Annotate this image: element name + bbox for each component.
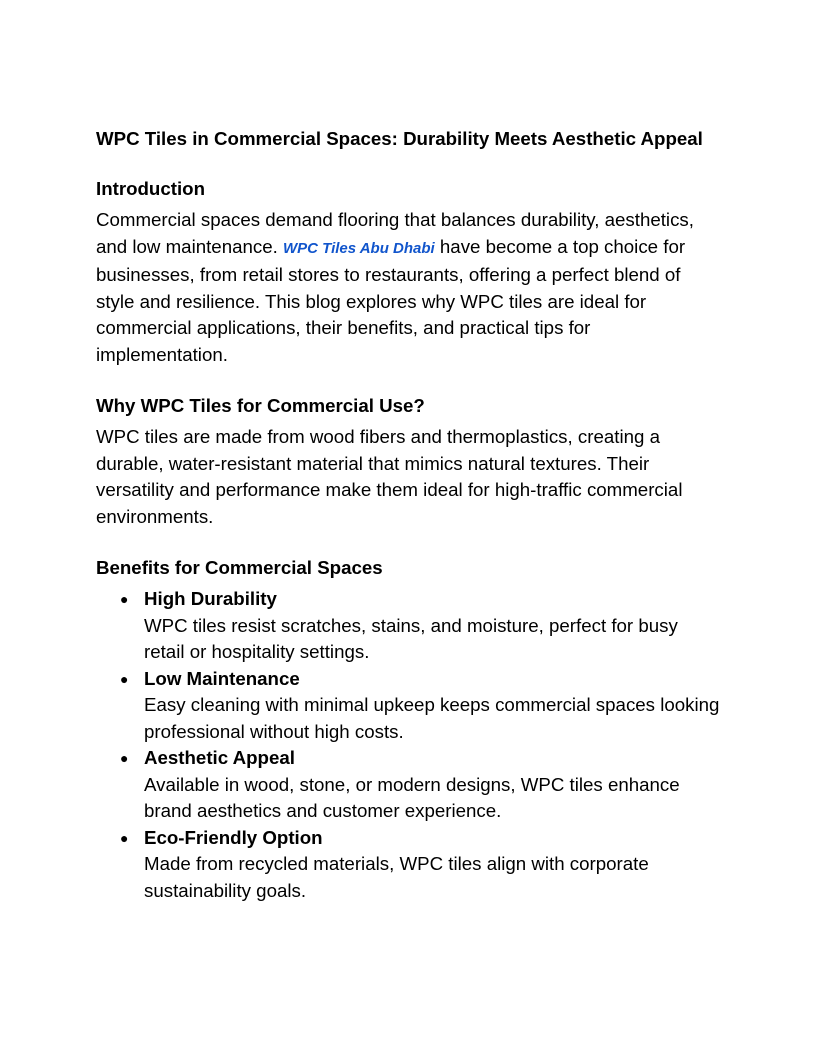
intro-text-after: have become a top choice for businesses, from retail stores to restaurants, offering a perfect blend of style and resilience. This blog explores why WPC tiles are ideal for commercial applications, their benefits, and practical tips for implementation. [96,235,686,365]
why-paragraph: WPC tiles are made from wood fibers and thermoplastics, creating a durable, water-resistant material that mimics natural textures. Their versatility and performance make them ideal for high-traffic commercial environments. [96,426,683,527]
list-item [96,745,722,825]
list-item [96,586,722,666]
why-heading: Why WPC Tiles for Commercial Use? [96,395,425,416]
intro-text-before: Commercial spaces demand flooring that balances durability, aesthetics, and low maintenance. [96,209,694,257]
benefit-description: Made from recycled materials, WPC tiles align with corporate sustainability goals. [144,853,649,901]
intro-heading: Introduction [96,178,205,199]
benefit-description: Available in wood, stone, or modern designs, WPC tiles enhance brand aesthetics and customer experience. [144,773,680,821]
bullet-icon: ● [120,829,129,846]
bullet-icon: ● [120,750,129,766]
bullet-icon: ● [120,591,129,607]
intro-paragraph [96,207,722,368]
document-page [96,124,722,904]
benefit-title: High Durability [144,588,277,609]
benefit-title: Low Maintenance [144,667,300,689]
benefit-description: WPC tiles resist scratches, stains, and moisture, perfect for busy retail or hospitality settings. [144,614,678,662]
list-item [96,825,722,905]
benefits-list [96,586,722,904]
bullet-icon: ● [120,670,129,687]
benefit-title: Aesthetic Appeal [144,747,295,768]
benefit-description: Easy cleaning with minimal upkeep keeps commercial spaces looking professional without high costs. [144,694,720,742]
benefit-title: Eco-Friendly Option [144,826,323,848]
list-item [96,666,722,746]
benefits-heading: Benefits for Commercial Spaces [96,557,383,578]
wpc-tiles-link[interactable]: WPC Tiles Abu Dhabi [283,239,435,257]
document-title: WPC Tiles in Commercial Spaces: Durability Meets Aesthetic Appeal [96,128,703,149]
